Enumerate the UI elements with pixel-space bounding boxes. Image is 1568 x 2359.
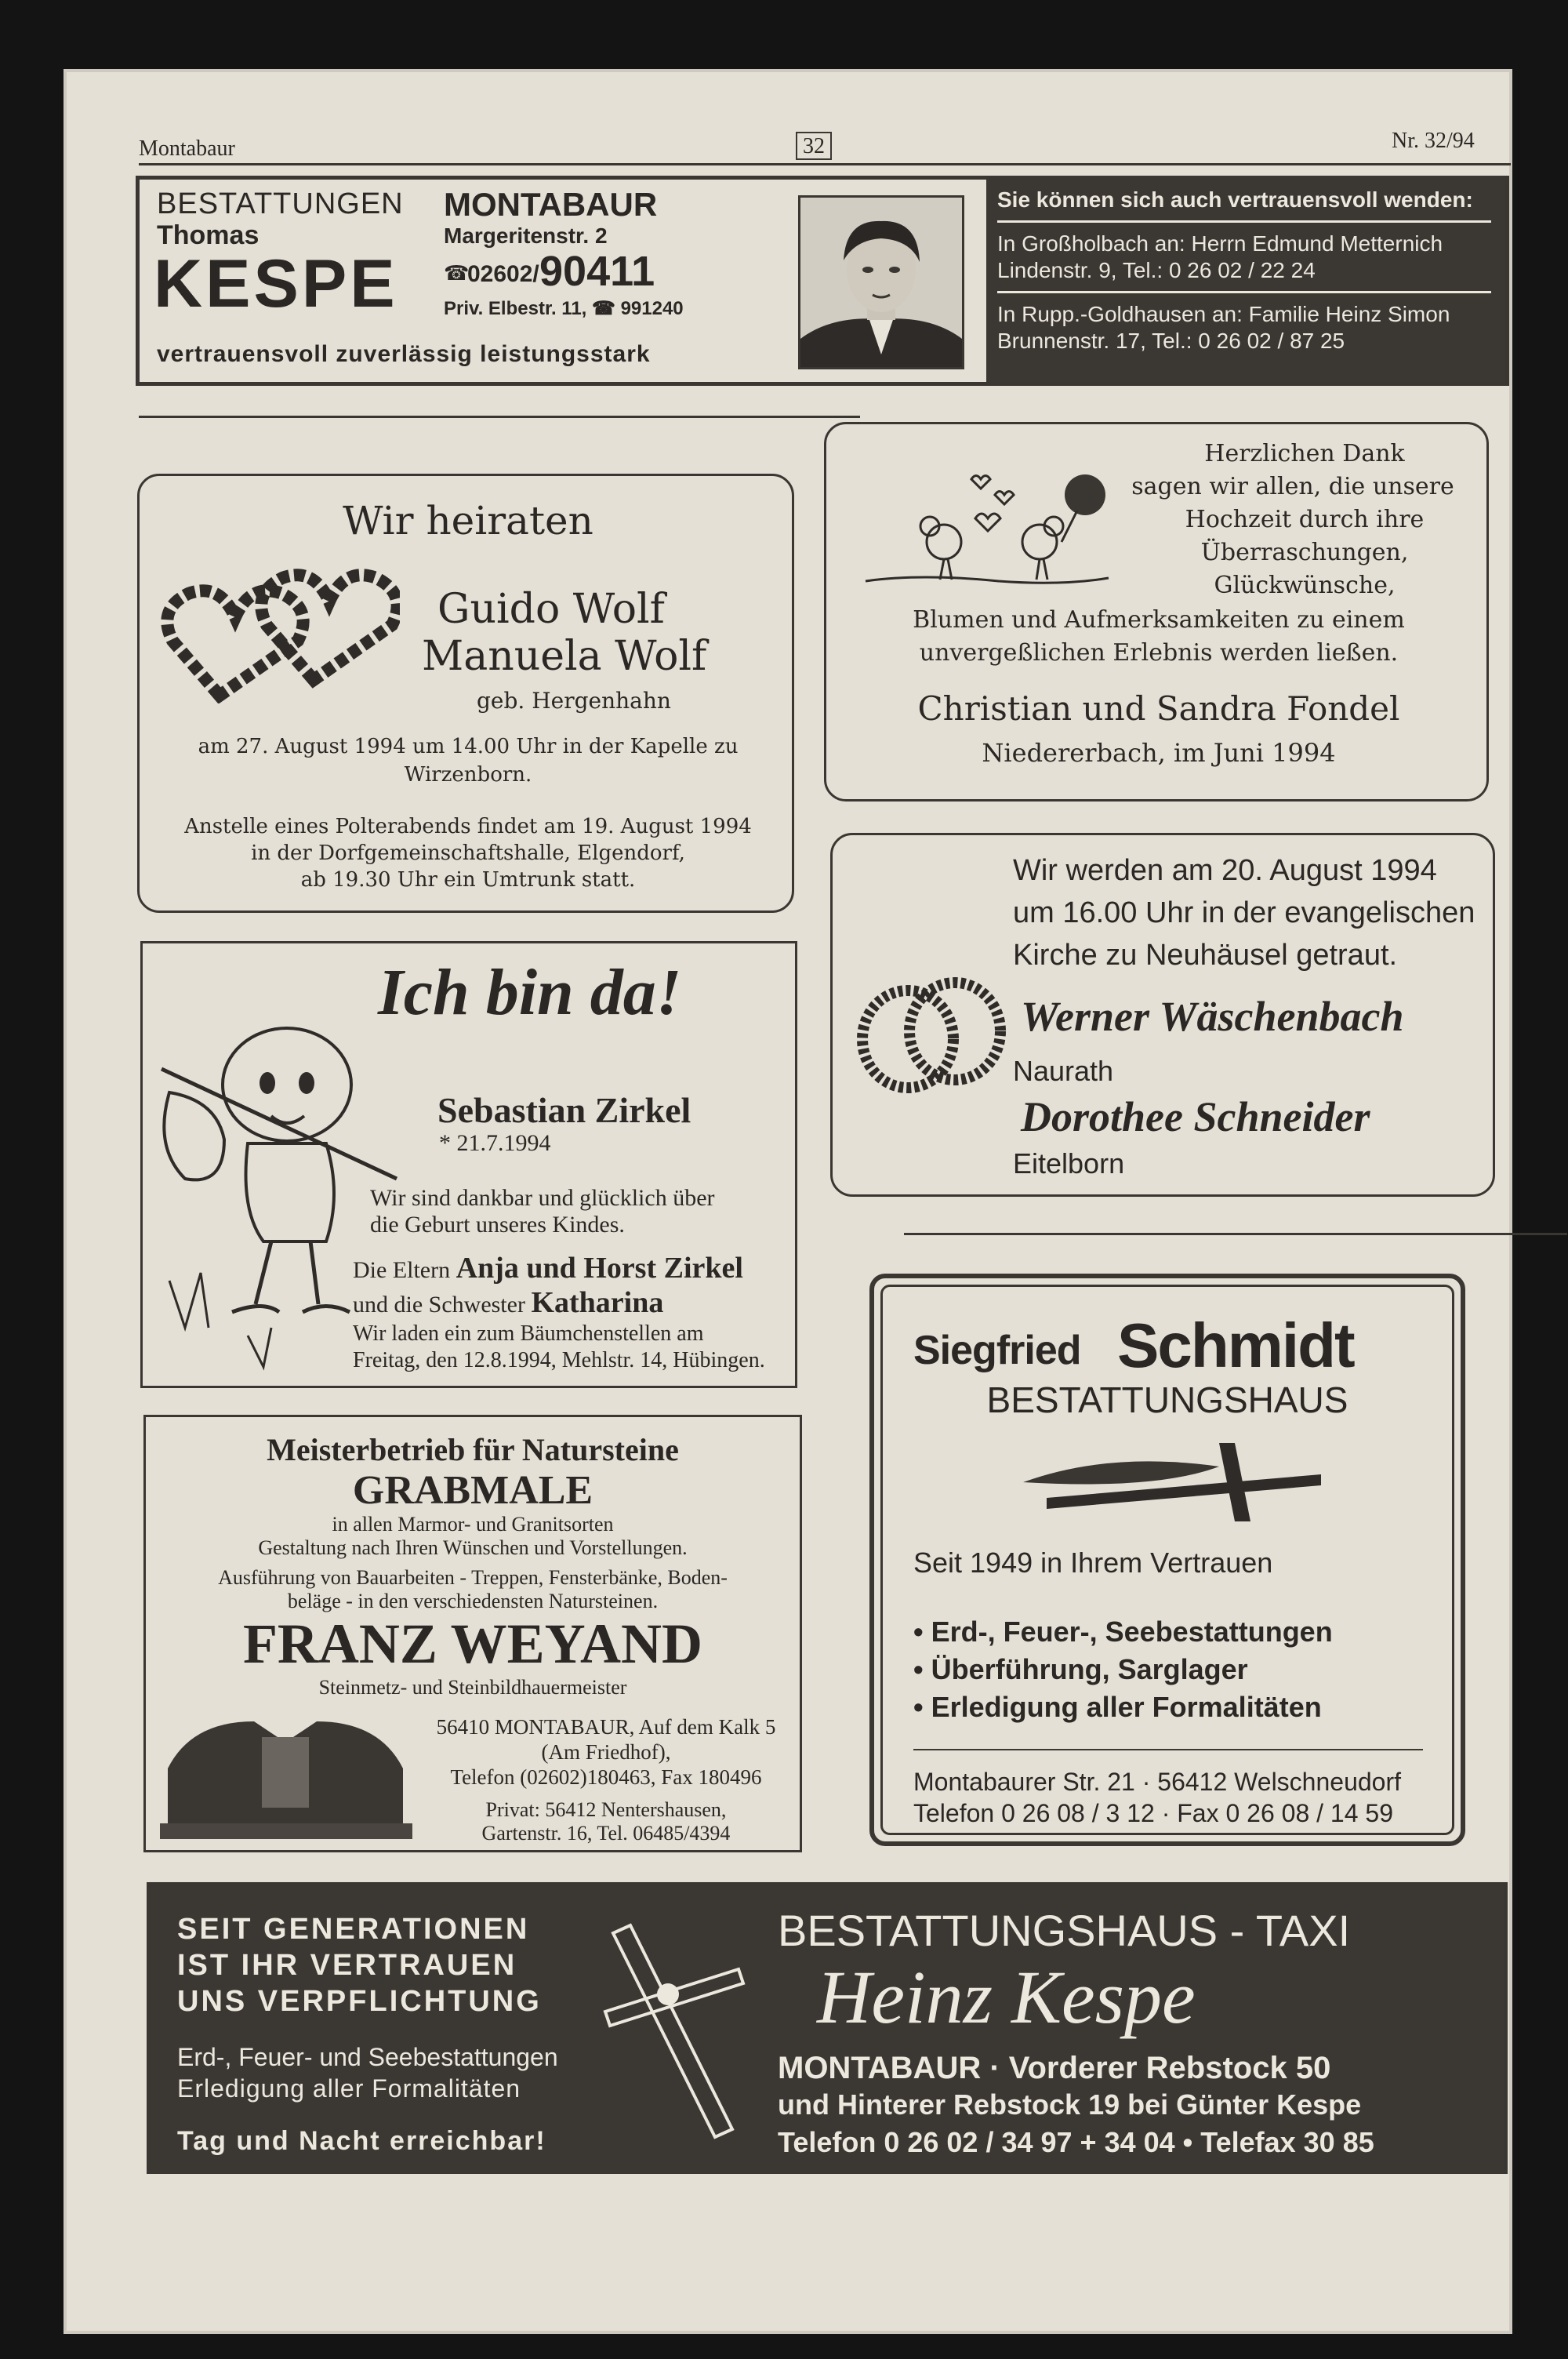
- header-rule: [139, 163, 1511, 165]
- cross-palm-icon: [1015, 1435, 1329, 1529]
- issue-number: Nr. 32/94: [1392, 129, 1475, 153]
- birth-text-line3: Wir laden ein zum Bäumchenstellen am: [353, 1321, 704, 1346]
- stone-address2: (Am Friedhof),: [541, 1740, 671, 1764]
- wedding2-groom: Werner Wäschenbach: [1021, 993, 1404, 1040]
- contact1-line2: Lindenstr. 9, Tel.: 0 26 02 / 22 24: [997, 258, 1316, 282]
- slogan-line3: UNS VERPFLICHTUNG: [177, 1985, 542, 2018]
- contact2-line2: Brunnenstr. 17, Tel.: 0 26 02 / 87 25: [997, 329, 1345, 353]
- mice-illustration: [858, 463, 1116, 597]
- birth-announcement-zirkel: [140, 941, 797, 1388]
- birth-text-line4: Freitag, den 12.8.1994, Mehlstr. 14, Hübingen.: [353, 1348, 765, 1372]
- slogan-line2: IST IHR VERTRAUEN: [177, 1949, 517, 1982]
- wedding2-bride: Dorothee Schneider: [1021, 1093, 1370, 1140]
- stone-title: Steinmetz- und Steinbildhauermeister: [318, 1676, 627, 1699]
- thanks-names: Christian und Sandra Fondel: [917, 689, 1400, 728]
- schmidt-bullet1: • Erd-, Feuer-, Seebestattungen: [913, 1616, 1333, 1648]
- kespe-tagline: vertrauensvoll zuverlässig leistungsstark: [157, 341, 651, 367]
- birth-parents-line: [353, 1251, 743, 1285]
- stone-line5: Ausführung von Bauarbeiten - Treppen, Fensterbänke, Boden-: [218, 1566, 728, 1589]
- contact-heading: Sie können sich auch vertrauensvoll wenden:: [997, 187, 1473, 212]
- stone-phone: Telefon (02602)180463, Fax 180496: [450, 1765, 762, 1789]
- kespe-top-ad: [136, 176, 1509, 386]
- schmidt-subtitle: BESTATTUNGSHAUS: [986, 1379, 1348, 1420]
- kespe-thomas: Thomas: [157, 220, 260, 250]
- birth-text-line1: Wir sind dankbar und glücklich über: [370, 1185, 715, 1211]
- stone-line6: beläge - in den verschiedensten Natursteinen.: [287, 1590, 659, 1612]
- funeral-ad-schmidt: [869, 1274, 1465, 1846]
- thanks-line4: Überraschungen,: [1200, 539, 1409, 566]
- schmidt-last-name: Schmidt: [1117, 1310, 1354, 1380]
- taxi-address1: MONTABAUR · Vorderer Rebstock 50: [778, 2051, 1331, 2085]
- page-number: 32: [796, 132, 832, 160]
- hearts-icon: [157, 547, 400, 703]
- schmidt-since: Seit 1949 in Ihrem Vertrauen: [913, 1547, 1273, 1579]
- wedding2-line1: Wir werden am 20. August 1994: [1013, 854, 1437, 887]
- stone-line4: Gestaltung nach Ihren Wünschen und Vorstellungen.: [258, 1536, 688, 1559]
- stone-grabmale: GRABMALE: [352, 1468, 593, 1513]
- bride-maiden-name: geb. Hergenhahn: [477, 688, 671, 714]
- right-column-rule: [904, 1233, 1567, 1235]
- contact2-line1: In Rupp.-Goldhausen an: Familie Heinz Simon: [997, 302, 1450, 326]
- portrait-photo: [798, 195, 964, 369]
- baby-name: Sebastian Zirkel: [437, 1090, 691, 1130]
- wedding-announcement-waeschenbach: [830, 833, 1495, 1197]
- wedding1-date-line2: Wirzenborn.: [404, 763, 532, 787]
- rings-icon: [853, 969, 1010, 1102]
- baby-birth-date: * 21.7.1994: [439, 1130, 551, 1156]
- wedding1-party-line3: ab 19.30 Uhr ein Umtrunk statt.: [300, 868, 636, 892]
- thanks-line6: Blumen und Aufmerksamkeiten zu einem: [913, 606, 1405, 634]
- cross-icon: [597, 1917, 754, 2145]
- slogan-line1: SEIT GENERATIONEN: [177, 1913, 530, 1946]
- schmidt-bullet3: • Erledigung aller Formalitäten: [913, 1691, 1322, 1723]
- stone-private1: Privat: 56412 Nentershausen,: [485, 1798, 727, 1821]
- kespe-private: Priv. Elbestr. 11, ☎ 991240: [444, 298, 684, 319]
- contact-rule-2: [997, 291, 1491, 293]
- kespe-phone: 90411: [539, 248, 655, 295]
- wedding1-heading: Wir heiraten: [343, 498, 593, 543]
- thanks-line5: Glückwünsche,: [1214, 572, 1396, 599]
- kespe-phone-prefix: 02602/: [467, 261, 539, 287]
- left-column-rule: [139, 416, 860, 418]
- availability-note: Tag und Nacht erreichbar!: [177, 2126, 546, 2156]
- contact1-line1: In Großholbach an: Herrn Edmund Metternich: [997, 231, 1443, 256]
- services-line1: Erd-, Feuer- und Seebestattungen: [177, 2043, 558, 2071]
- schmidt-phone: Telefon 0 26 08 / 3 12 · Fax 0 26 08 / 14 59: [913, 1799, 1393, 1827]
- services-line2: Erledigung aller Formalitäten: [177, 2074, 521, 2103]
- parents-names: Anja und Horst Zirkel: [456, 1252, 743, 1285]
- thanks-line2: sagen wir allen, die unsere: [1131, 473, 1454, 500]
- wedding2-line2: um 16.00 Uhr in der evangelischen: [1013, 896, 1475, 929]
- stone-line3: in allen Marmor- und Granitsorten: [332, 1513, 614, 1536]
- kespe-city: MONTABAUR: [444, 186, 658, 223]
- wedding1-date-line1: am 27. August 1994 um 14.00 Uhr in der Kapelle zu: [198, 735, 739, 758]
- schmidt-address: Montabaurer Str. 21 · 56412 Welschneudorf: [913, 1768, 1401, 1796]
- wedding2-bride-place: Eitelborn: [1013, 1147, 1125, 1180]
- kespe-name: KESPE: [154, 246, 398, 322]
- stone-address1: 56410 MONTABAUR, Auf dem Kalk 5: [436, 1715, 776, 1739]
- sister-prefix: und die Schwester: [353, 1292, 525, 1318]
- sister-name: Katharina: [531, 1286, 664, 1319]
- wedding2-line3: Kirche zu Neuhäusel getraut.: [1013, 939, 1398, 972]
- schmidt-rule: [913, 1749, 1423, 1750]
- parents-prefix: Die Eltern: [353, 1257, 451, 1283]
- schmidt-first-name: Siegfried: [913, 1328, 1081, 1373]
- stonemason-ad-weyand: [143, 1415, 802, 1852]
- kespe-bestattungen: BESTATTUNGEN: [157, 187, 404, 220]
- thanks-line1: Herzlichen Dank: [1204, 440, 1405, 467]
- taxi-title: BESTATTUNGSHAUS - TAXI: [778, 1906, 1351, 1955]
- birth-text-line2: die Geburt unseres Kindes.: [370, 1212, 625, 1238]
- newspaper-page: [67, 72, 1509, 2331]
- taxi-phone: Telefon 0 26 02 / 34 97 + 34 04 • Telefax 30 85: [778, 2126, 1374, 2158]
- header-town: Montabaur: [139, 136, 235, 161]
- taxi-owner-name: Heinz Kespe: [817, 1955, 1196, 2039]
- wedding-announcement-wolf: [137, 474, 794, 913]
- schmidt-bullet2: • Überführung, Sarglager: [913, 1653, 1248, 1685]
- contact-panel: [986, 180, 1505, 382]
- thanks-line7: unvergeßlichen Erlebnis werden ließen.: [919, 639, 1399, 667]
- bride-name: Manuela Wolf: [422, 633, 707, 680]
- stone-private2: Gartenstr. 16, Tel. 06485/4394: [481, 1822, 731, 1845]
- funeral-taxi-ad-kespe: [147, 1882, 1508, 2174]
- thanks-line3: Hochzeit durch ihre: [1185, 506, 1425, 533]
- birth-heading: Ich bin da!: [378, 956, 682, 1029]
- thanks-place-date: Niedererbach, im Juni 1994: [982, 738, 1336, 768]
- stone-company-name: FRANZ WEYAND: [242, 1612, 703, 1675]
- stone-line1: Meisterbetrieb für Natursteine: [267, 1432, 679, 1467]
- gravestone-image: [160, 1706, 412, 1839]
- groom-name: Guido Wolf: [437, 586, 665, 633]
- wedding1-party-line1: Anstelle eines Polterabends findet am 19. August 1994: [184, 815, 752, 838]
- taxi-address2: und Hinterer Rebstock 19 bei Günter Kespe: [778, 2088, 1362, 2121]
- birth-sister-line: [353, 1285, 663, 1320]
- wedding2-groom-place: Naurath: [1013, 1055, 1114, 1087]
- thanks-announcement-fondel: [824, 422, 1489, 801]
- phone-icon: ☎: [444, 261, 470, 285]
- contact-rule-1: [997, 220, 1491, 223]
- kespe-street: Margeritenstr. 2: [444, 224, 608, 248]
- wedding1-party-line2: in der Dorfgemeinschaftshalle, Elgendorf,: [251, 841, 685, 865]
